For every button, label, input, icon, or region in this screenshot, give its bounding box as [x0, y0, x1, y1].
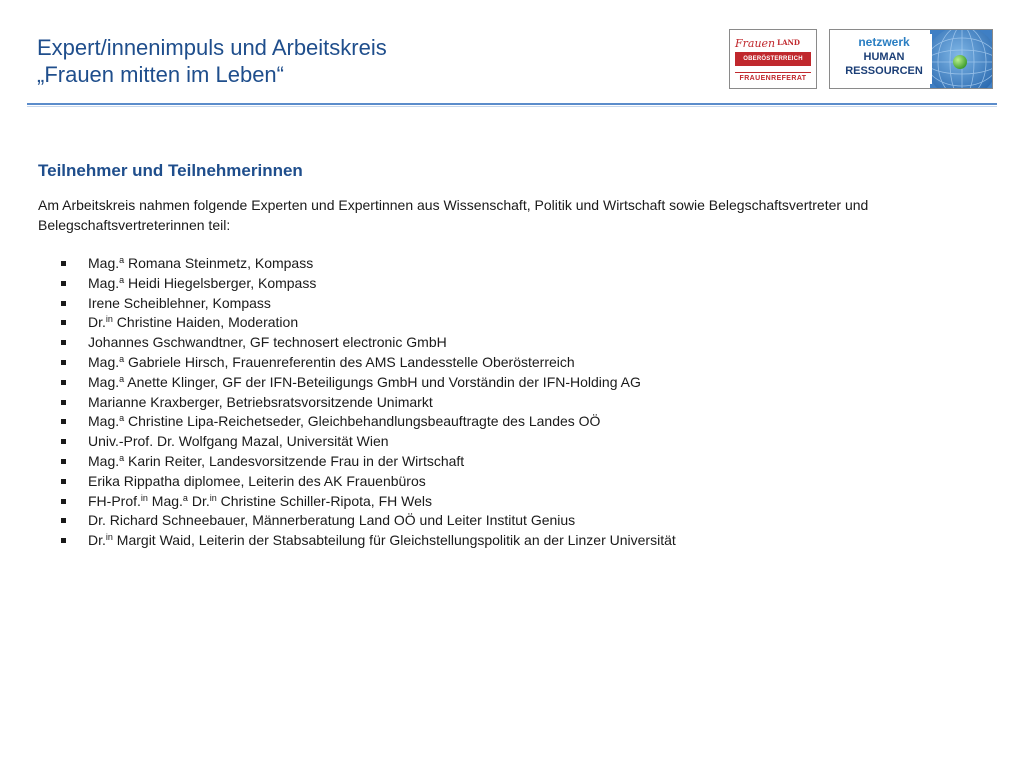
frauen-land-logo [729, 29, 817, 89]
participant-text [88, 412, 600, 432]
square-bullet-icon [61, 281, 66, 286]
participant-text-segment: Dr. [187, 492, 210, 509]
participant-title-superscript: in [140, 492, 148, 503]
square-bullet-icon [61, 499, 66, 504]
participant-text-segment: Mag. [88, 274, 120, 291]
participant-text [88, 373, 641, 393]
participant-text [88, 472, 426, 492]
globe-icon [930, 30, 993, 89]
participant-text [88, 313, 298, 333]
participant-text [88, 294, 271, 314]
participant-text-segment: Mag. [88, 255, 120, 271]
participant-text-segment: Gabriele Hirsch, Frauenreferentin des AMS Landesstelle Oberösterreich [124, 353, 575, 370]
participant-title-superscript: in [105, 532, 113, 543]
square-bullet-icon [61, 439, 66, 444]
participant-text-segment: Erika Rippatha diplomee, Leiterin des AK Frauenbüros [88, 472, 426, 489]
participant-text-segment: Heidi Hiegelsberger, Kompass [124, 274, 317, 291]
participant-text [88, 274, 316, 294]
participant-text-segment: Anette Klinger, GF der IFN-Beteiligungs GmbH und Vorständin der IFN-Holding AG [124, 373, 641, 390]
slide-title-line-2: „Frauen mitten im Leben“ [37, 62, 284, 87]
participant-text-segment: Christine Haiden, Moderation [112, 314, 299, 331]
participant-text-segment: Mag. [147, 492, 183, 509]
participant-text-segment: Mag. [88, 452, 120, 469]
participant-title-superscript: a [119, 274, 125, 285]
frauen-logo-wordmark [735, 36, 811, 50]
participant-title-superscript: a [119, 373, 125, 384]
netzwerk-logo-line-2: HUMAN [863, 51, 905, 63]
square-bullet-icon [61, 340, 66, 345]
netzwerk-logo-wordmark [836, 34, 932, 84]
square-bullet-icon [61, 261, 66, 266]
participant-title-superscript: a [182, 492, 188, 503]
participant-text-segment: Christine Lipa-Reichetseder, Gleichbehandlungsbeauftragte des Landes OÖ [124, 413, 601, 430]
participant-text-segment: Dr. Richard Schneebauer, Männerberatung Land OÖ und Leiter Institut Genius [88, 512, 576, 529]
netzwerk-human-ressourcen-logo [829, 29, 993, 89]
netzwerk-logo-line-1: netzwerk [858, 35, 910, 49]
square-bullet-icon [61, 320, 66, 325]
frauen-logo-department: FRAUENREFERAT [735, 72, 811, 85]
participant-text-segment: Univ.-Prof. Dr. Wolfgang Mazal, Universität Wien [88, 433, 389, 450]
participant-text-segment: Romana Steinmetz, Kompass [124, 255, 314, 271]
square-bullet-icon [61, 518, 66, 523]
slide-title-line-1: Expert/innenimpuls und Arbeitskreis [37, 35, 387, 60]
participant-text [88, 254, 313, 274]
participant-text-segment: Dr. [88, 314, 106, 331]
participant-title-superscript: a [119, 413, 125, 424]
intro-paragraph: Am Arbeitskreis nahmen folgende Experten und Expertinnen aus Wissenschaft, Politik und Wirtschaft sowie Belegschaftsvertreter und Belegschaftsvertreterinnen teil: [38, 197, 869, 233]
participant-title-superscript: in [105, 314, 113, 325]
section-heading: Teilnehmer und Teilnehmerinnen [38, 161, 303, 180]
participant-text [88, 333, 447, 353]
participant-text-segment: Johannes Gschwandtner, GF technosert electronic GmbH [88, 334, 447, 351]
square-bullet-icon [61, 419, 66, 424]
participant-title-superscript: in [209, 492, 217, 503]
participant-text [88, 393, 433, 413]
participant-text [88, 492, 432, 512]
square-bullet-icon [61, 538, 66, 543]
participant-text-segment: Irene Scheiblehner, Kompass [88, 294, 271, 311]
participant-title-superscript: a [119, 353, 125, 364]
participant-text-segment: Margit Waid, Leiterin der Stabsabteilung für Gleichstellungspolitik an der Linzer Universität [112, 532, 676, 549]
square-bullet-icon [61, 380, 66, 385]
frauen-logo-land: LAND [777, 38, 800, 47]
square-bullet-icon [61, 360, 66, 365]
header-divider-shadow [27, 106, 997, 107]
participant-text [88, 531, 676, 551]
square-bullet-icon [61, 459, 66, 464]
participant-text-segment: FH-Prof. [88, 492, 141, 509]
slide-title [37, 34, 387, 88]
netzwerk-logo-line-3: RESSOURCEN [845, 65, 923, 77]
header-divider [27, 103, 997, 105]
participant-text-segment: Karin Reiter, Landesvorsitzende Frau in der Wirtschaft [124, 452, 465, 469]
participant-text [88, 432, 389, 452]
frauen-logo-word: Frauen [735, 37, 776, 50]
participant-text-segment: Dr. [88, 532, 106, 549]
square-bullet-icon [61, 479, 66, 484]
participant-text-segment: Mag. [88, 373, 120, 390]
participant-text-segment: Christine Schiller-Ripota, FH Wels [216, 492, 432, 509]
frauen-logo-region: OBERÖSTERREICH [735, 52, 811, 66]
participant-title-superscript: a [119, 255, 125, 265]
participant-text [88, 511, 575, 531]
participant-title-superscript: a [119, 452, 125, 463]
square-bullet-icon [61, 301, 66, 306]
participant-text [88, 452, 464, 472]
participant-text [88, 353, 575, 373]
participant-text-segment: Mag. [88, 353, 120, 370]
square-bullet-icon [61, 400, 66, 405]
participant-text-segment: Mag. [88, 413, 120, 430]
participant-text-segment: Marianne Kraxberger, Betriebsratsvorsitzende Unimarkt [88, 393, 433, 410]
